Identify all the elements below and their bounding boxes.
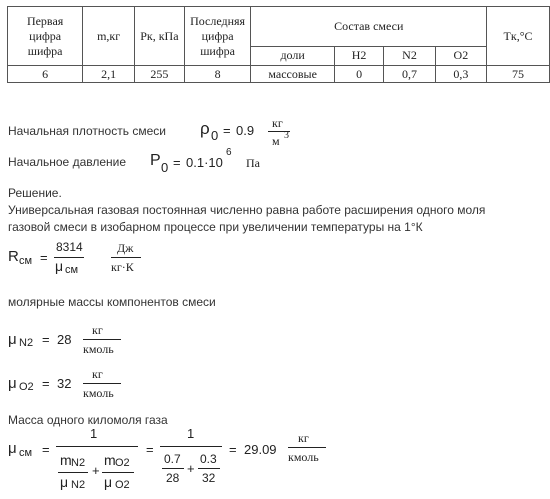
num-v1-line xyxy=(162,468,184,469)
density-unit-exp: 3 xyxy=(284,130,289,141)
mu-cm-unit-den: кмоль xyxy=(288,450,319,464)
density-symbol: ρ xyxy=(200,119,210,138)
subheader-h2: H2 xyxy=(334,46,383,65)
r-eq: = xyxy=(40,250,48,265)
cell-fraction: массовые xyxy=(251,66,334,83)
mu-n2-unit-line xyxy=(83,339,121,340)
mu-o2-eq: = xyxy=(42,376,50,391)
density-subscript: 0 xyxy=(211,128,219,143)
num-v2-line xyxy=(198,468,220,469)
r-unit-den: кг·К xyxy=(111,260,134,274)
header-pk: Pк, кПа xyxy=(135,7,185,66)
r-den-symbol: μ xyxy=(55,258,64,274)
m-n2-symbol: m xyxy=(60,452,72,468)
mu-o2-unit-num: кг xyxy=(92,367,103,381)
mu-cm-one-2: 1 xyxy=(187,426,195,441)
mu-n2-den-symbol: μ xyxy=(60,474,69,490)
table-row xyxy=(8,66,550,83)
mu-cm-subscript: см xyxy=(19,447,33,459)
pressure-unit: Па xyxy=(246,156,260,170)
mu-cm-eq3: = xyxy=(229,442,237,457)
cell-n2: 0,7 xyxy=(384,66,435,83)
numeric-main-line xyxy=(160,446,222,447)
num-v2: 0.3 xyxy=(200,452,217,466)
subheader-fraction: доли xyxy=(251,46,334,65)
density-unit-num: кг xyxy=(272,116,283,130)
plus-1: + xyxy=(92,463,100,478)
m-o2-sub: O2 xyxy=(115,457,130,469)
cell-last-digit: 8 xyxy=(184,66,251,83)
subheader-n2: N2 xyxy=(384,46,435,65)
molar-label: молярные массы компонентов смеси xyxy=(8,295,216,309)
mu-o2-unit-den: кмоль xyxy=(83,386,114,400)
r-numerator: 8314 xyxy=(56,240,83,254)
mu-n2-unit-num: кг xyxy=(92,323,103,337)
cell-tk: 75 xyxy=(487,66,550,83)
mu-o2-den-sub: O2 xyxy=(115,479,130,491)
cell-o2: 0,3 xyxy=(435,66,486,83)
mu-cm-unit-line xyxy=(288,447,326,448)
density-unit-den: м xyxy=(272,134,280,148)
density-value: 0.9 xyxy=(236,123,255,138)
cell-mass: 2,1 xyxy=(83,66,135,83)
mu-o2-symbol: μ xyxy=(8,375,17,392)
r-unit-line xyxy=(111,257,141,258)
solution-line-2: газовой смеси в изобарном процессе при увеличении температуры на 1°К xyxy=(8,220,423,234)
mu-n2-den-sub: N2 xyxy=(71,479,86,491)
density-eq: = xyxy=(223,123,231,138)
mu-cm-main-line xyxy=(56,446,138,447)
mu-o2-den-symbol: μ xyxy=(104,474,113,490)
pressure-label: Начальное давление xyxy=(8,155,127,169)
m-o2-symbol: m xyxy=(104,452,116,468)
r-subscript: см xyxy=(19,255,33,267)
mu-n2-eq: = xyxy=(42,332,50,347)
mu-n2-value: 28 xyxy=(57,332,72,347)
mu-n2-subscript: N2 xyxy=(19,337,34,349)
n2-fraction-line xyxy=(58,472,88,473)
solution-title: Решение. xyxy=(8,186,62,200)
r-symbol: R xyxy=(8,248,19,265)
r-unit-num: Дж xyxy=(117,241,134,255)
pressure-exp: 6 xyxy=(226,147,232,158)
mu-n2-symbol: μ xyxy=(8,331,17,348)
cell-h2: 0 xyxy=(334,66,383,83)
pressure-value: 0.1·10 xyxy=(186,155,223,170)
kmol-label: Масса одного киломоля газа xyxy=(8,413,168,427)
m-n2-sub: N2 xyxy=(71,457,86,469)
mu-n2-unit-den: кмоль xyxy=(83,342,114,356)
num-d2: 32 xyxy=(202,471,216,485)
density-label: Начальная плотность смеси xyxy=(8,124,166,138)
r-den-sub: см xyxy=(65,264,79,276)
header-tk: Tк,°C xyxy=(487,7,550,66)
mu-cm-one-1: 1 xyxy=(90,426,98,441)
header-mass: m,кг xyxy=(83,7,135,66)
mu-o2-subscript: O2 xyxy=(19,381,34,393)
pressure-eq: = xyxy=(173,155,181,170)
header-composition: Состав смеси xyxy=(251,7,487,47)
mu-cm-eq1: = xyxy=(42,442,50,457)
cell-pk: 255 xyxy=(135,66,185,83)
mu-cm-unit-num: кг xyxy=(298,431,309,445)
num-v1: 0.7 xyxy=(164,452,181,466)
parameters-table xyxy=(7,6,550,83)
cell-first-digit: 6 xyxy=(8,66,83,83)
o2-fraction-line xyxy=(102,472,134,473)
mu-cm-eq2: = xyxy=(146,442,154,457)
mu-o2-value: 32 xyxy=(57,376,72,391)
header-last-digit: Последняя цифра шифра xyxy=(184,7,251,66)
plus-2: + xyxy=(187,461,195,476)
solution-line-1: Универсальная газовая постоянная численно равна работе расширения одного моля xyxy=(8,203,486,217)
mu-cm-result: 29.09 xyxy=(244,442,277,457)
subheader-o2: O2 xyxy=(435,46,486,65)
pressure-symbol: P xyxy=(150,152,161,169)
mu-cm-symbol: μ xyxy=(8,440,17,457)
pressure-subscript: 0 xyxy=(161,160,169,175)
header-first-digit: Первая цифра шифра xyxy=(8,7,83,66)
num-d1: 28 xyxy=(166,471,180,485)
mu-o2-unit-line xyxy=(83,383,121,384)
